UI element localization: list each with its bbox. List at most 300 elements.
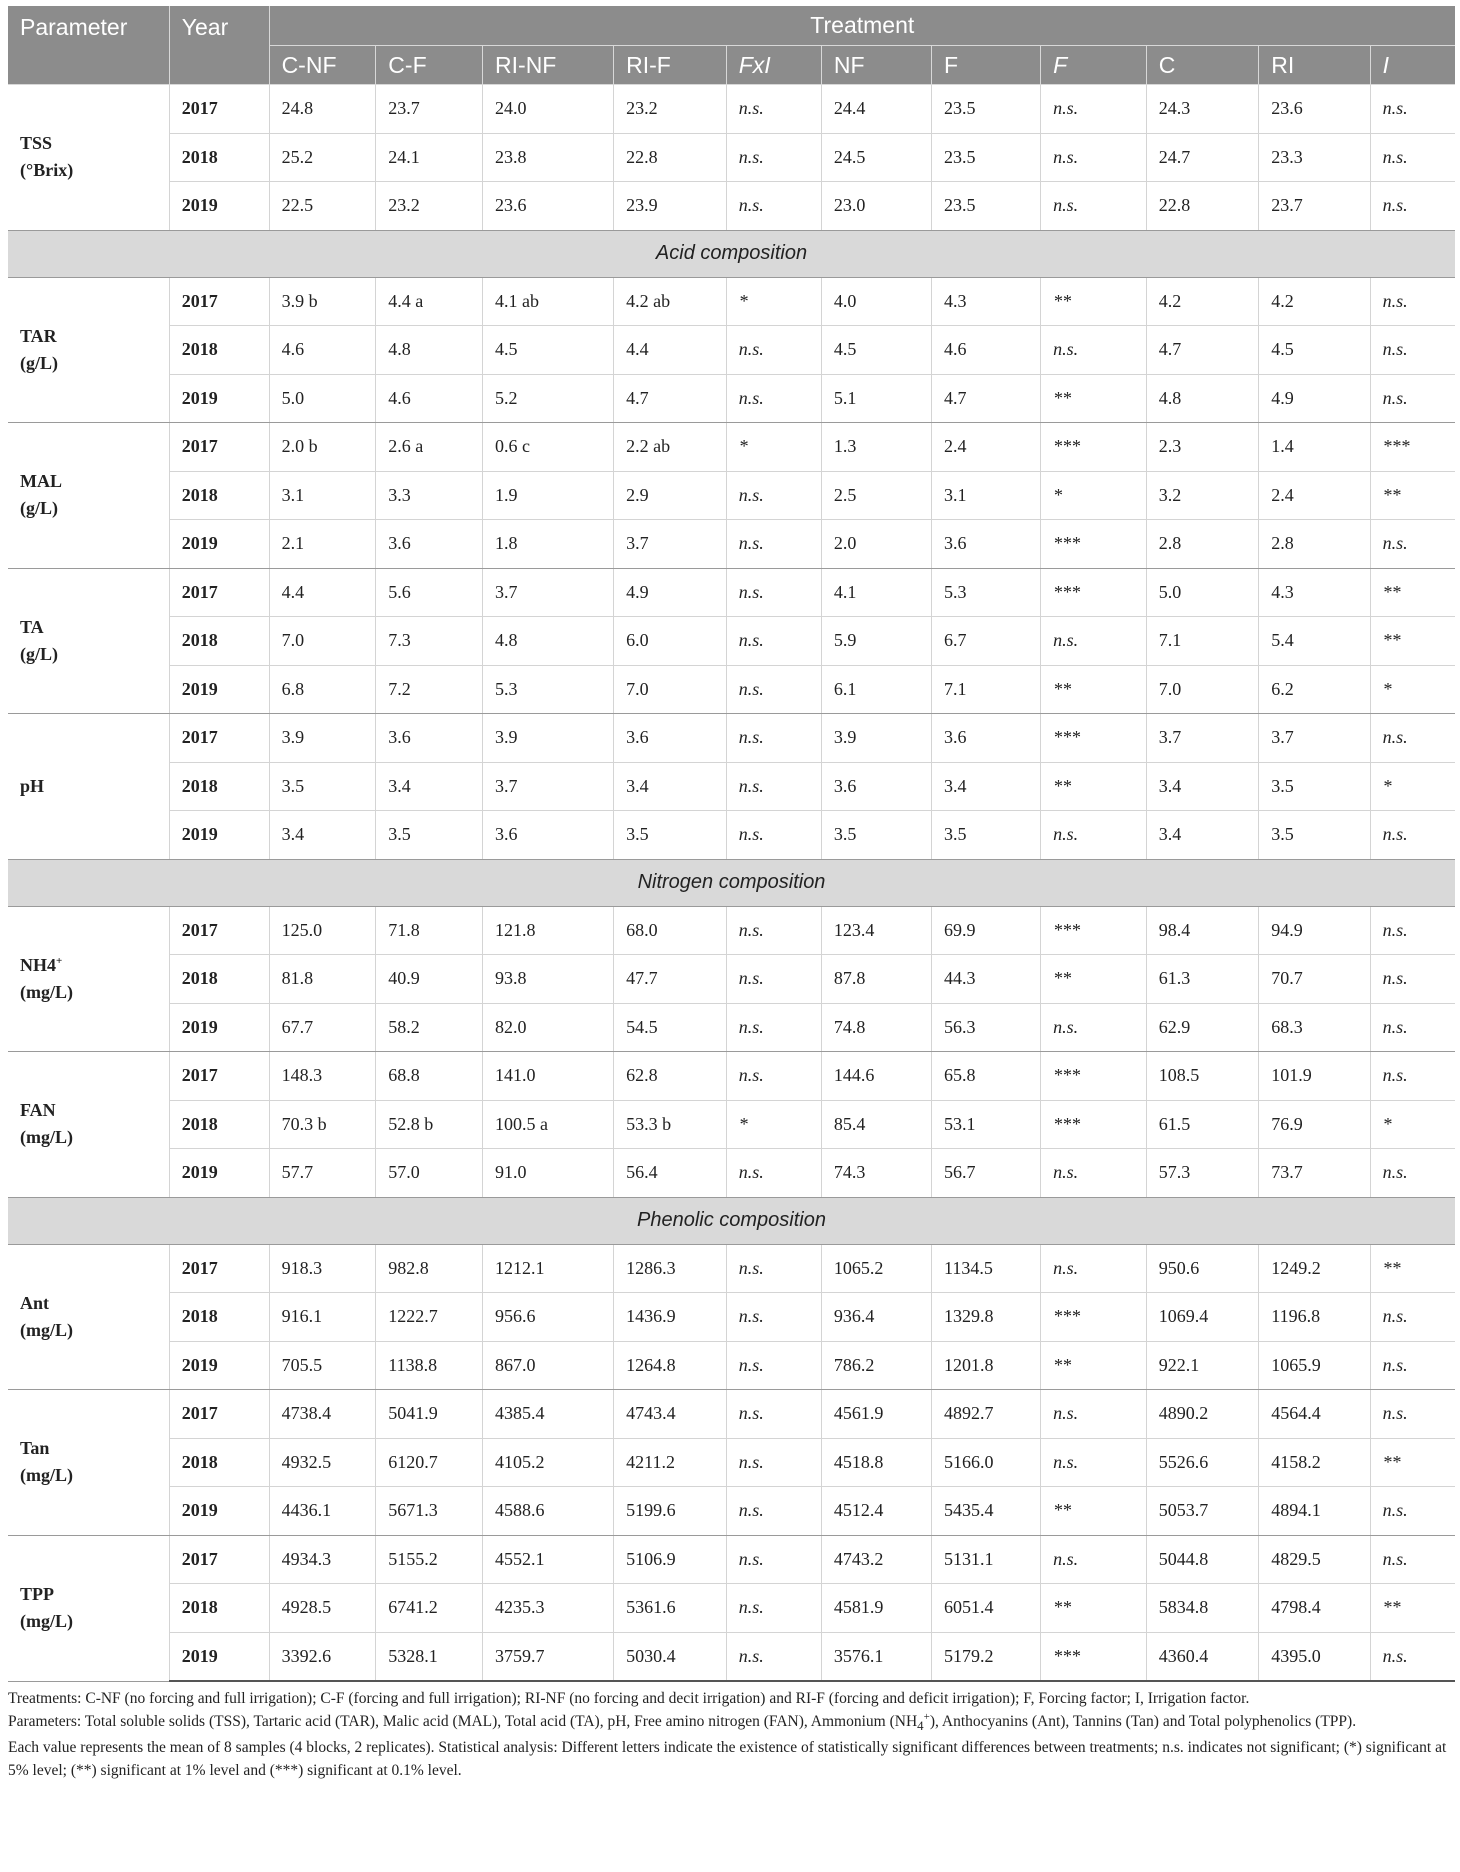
value-cell: 4211.2 [614,1438,727,1487]
table-row [8,374,1455,423]
value-cell: n.s. [1370,1052,1455,1101]
value-cell: 74.3 [821,1149,931,1198]
year-cell: 2017 [169,277,269,326]
value-cell: 23.2 [614,85,727,134]
value-cell: n.s. [1041,617,1147,666]
value-cell: 141.0 [483,1052,614,1101]
year-cell: 2017 [169,1244,269,1293]
value-cell: 982.8 [376,1244,483,1293]
value-cell: ** [1041,277,1147,326]
value-cell: 67.7 [269,1003,376,1052]
value-cell: 40.9 [376,955,483,1004]
value-cell: 3.7 [483,762,614,811]
parameter-cell [8,423,169,569]
value-cell: 2.8 [1146,520,1259,569]
value-cell: n.s. [726,374,821,423]
value-cell: n.s. [726,520,821,569]
parameter-unit: (mg/L) [20,981,73,1002]
value-cell: 68.0 [614,906,727,955]
value-cell: 950.6 [1146,1244,1259,1293]
value-cell: 3.4 [1146,811,1259,860]
value-cell: 23.2 [376,182,483,231]
year-cell: 2019 [169,1632,269,1681]
value-cell: 4552.1 [483,1535,614,1584]
value-cell: 5.6 [376,568,483,617]
parameter-name: TSS [20,133,53,154]
parameter-name: TA [20,616,44,637]
value-cell: 4.1 ab [483,277,614,326]
value-cell: *** [1370,423,1455,472]
value-cell: * [1370,665,1455,714]
value-cell: 3.4 [1146,762,1259,811]
value-cell: 918.3 [269,1244,376,1293]
value-cell: 56.3 [932,1003,1041,1052]
value-cell: 1196.8 [1259,1293,1370,1342]
value-cell: 24.7 [1146,133,1259,182]
col-header-ri-nf: RI-NF [483,46,614,85]
value-cell: 4581.9 [821,1584,931,1633]
value-cell: n.s. [726,471,821,520]
value-cell: 22.5 [269,182,376,231]
value-cell: 7.1 [932,665,1041,714]
year-cell: 2019 [169,182,269,231]
col-header-ri: RI [1259,46,1370,85]
value-cell: 2.6 a [376,423,483,472]
section-row [8,230,1455,277]
value-cell: 5155.2 [376,1535,483,1584]
value-cell: 22.8 [614,133,727,182]
value-cell: 5.0 [1146,568,1259,617]
value-cell: n.s. [1370,1535,1455,1584]
value-cell: 1065.9 [1259,1341,1370,1390]
value-cell: *** [1041,714,1147,763]
value-cell: n.s. [1041,1244,1147,1293]
value-cell: ** [1370,617,1455,666]
value-cell: 76.9 [1259,1100,1370,1149]
value-cell: 6.2 [1259,665,1370,714]
year-cell: 2017 [169,1052,269,1101]
value-cell: 25.2 [269,133,376,182]
parameter-name: Ant [20,1292,50,1313]
value-cell: *** [1041,568,1147,617]
value-cell: 22.8 [1146,182,1259,231]
value-cell: ** [1370,1438,1455,1487]
table-row [8,85,1455,134]
year-cell: 2019 [169,1149,269,1198]
parameter-unit: (mg/L) [20,1127,73,1148]
value-cell: 58.2 [376,1003,483,1052]
value-cell: 93.8 [483,955,614,1004]
year-cell: 2018 [169,762,269,811]
value-cell: 2.3 [1146,423,1259,472]
footnote-treatments: Treatments: C-NF (no forcing and full irrigation); C-F (forcing and full irrigation); RI-NF (no forcing and decit irrigation) and RI-F (forcing and deficit irrigation); F, Forcing factor; I, Irrigation factor. [8,1690,1250,1707]
value-cell: 5435.4 [932,1487,1041,1536]
parameter-cell [8,1244,169,1390]
year-cell: 2019 [169,1341,269,1390]
value-cell: 6.7 [932,617,1041,666]
parameter-cell [8,1390,169,1536]
value-cell: 4.7 [614,374,727,423]
value-cell: 5328.1 [376,1632,483,1681]
value-cell: 705.5 [269,1341,376,1390]
parameter-cell [8,906,169,1052]
value-cell: 4.3 [932,277,1041,326]
value-cell: 4360.4 [1146,1632,1259,1681]
year-cell: 2018 [169,133,269,182]
value-cell: 3.4 [932,762,1041,811]
value-cell: 4890.2 [1146,1390,1259,1439]
value-cell: 6.0 [614,617,727,666]
value-cell: 7.0 [1146,665,1259,714]
value-cell: 24.0 [483,85,614,134]
value-cell: 4.3 [1259,568,1370,617]
value-cell: 4.0 [821,277,931,326]
value-cell: 1436.9 [614,1293,727,1342]
value-cell: 4.8 [1146,374,1259,423]
value-cell: n.s. [726,617,821,666]
value-cell: 3.5 [1259,811,1370,860]
value-cell: 4.9 [614,568,727,617]
value-cell: 53.3 b [614,1100,727,1149]
value-cell: 23.5 [932,85,1041,134]
value-cell: 24.5 [821,133,931,182]
value-cell: ** [1370,1584,1455,1633]
year-cell: 2018 [169,1438,269,1487]
value-cell: 1134.5 [932,1244,1041,1293]
value-cell: 94.9 [1259,906,1370,955]
year-cell: 2018 [169,1100,269,1149]
value-cell: 3.4 [269,811,376,860]
value-cell: 1138.8 [376,1341,483,1390]
value-cell: *** [1041,1293,1147,1342]
value-cell: 5106.9 [614,1535,727,1584]
value-cell: 108.5 [1146,1052,1259,1101]
value-cell: n.s. [1370,326,1455,375]
value-cell: 4.5 [483,326,614,375]
value-cell: 85.4 [821,1100,931,1149]
parameter-name: pH [20,775,45,796]
value-cell: 5.3 [932,568,1041,617]
value-cell: 4105.2 [483,1438,614,1487]
value-cell: * [1041,471,1147,520]
table-row [8,568,1455,617]
value-cell: 3.1 [269,471,376,520]
table-row [8,1487,1455,1536]
table-row [8,1052,1455,1101]
value-cell: 24.8 [269,85,376,134]
value-cell: 5.9 [821,617,931,666]
value-cell: * [1370,762,1455,811]
table-row [8,1341,1455,1390]
parameter-name: MAL [20,471,62,492]
table-row [8,423,1455,472]
col-header-c-nf: C-NF [269,46,376,85]
value-cell: ** [1041,1584,1147,1633]
value-cell: 7.2 [376,665,483,714]
value-cell: 3.9 [483,714,614,763]
value-cell: 4743.4 [614,1390,727,1439]
value-cell: n.s. [726,1293,821,1342]
value-cell: n.s. [1370,1487,1455,1536]
value-cell: *** [1041,423,1147,472]
value-cell: 65.8 [932,1052,1041,1101]
table-row [8,277,1455,326]
value-cell: 4588.6 [483,1487,614,1536]
value-cell: 6.1 [821,665,931,714]
value-cell: n.s. [1370,1149,1455,1198]
value-cell: n.s. [1041,85,1147,134]
parameter-cell [8,1535,169,1681]
parameter-unit: (g/L) [20,352,58,373]
value-cell: *** [1041,1100,1147,1149]
value-cell: 4.4 a [376,277,483,326]
value-cell: ** [1041,1341,1147,1390]
value-cell: 4738.4 [269,1390,376,1439]
value-cell: 23.5 [932,182,1041,231]
value-cell: 5131.1 [932,1535,1041,1584]
col-header-c: C [1146,46,1259,85]
value-cell: n.s. [1041,811,1147,860]
value-cell: 3576.1 [821,1632,931,1681]
value-cell: 7.0 [269,617,376,666]
value-cell: 1069.4 [1146,1293,1259,1342]
section-row [8,859,1455,906]
value-cell: 23.7 [376,85,483,134]
value-cell: 4.7 [1146,326,1259,375]
value-cell: 2.1 [269,520,376,569]
year-cell: 2018 [169,471,269,520]
table-row [8,1100,1455,1149]
value-cell: n.s. [1041,182,1147,231]
value-cell: 62.9 [1146,1003,1259,1052]
value-cell: n.s. [726,714,821,763]
value-cell: 5179.2 [932,1632,1041,1681]
value-cell: 4.8 [483,617,614,666]
value-cell: 5671.3 [376,1487,483,1536]
value-cell: 3.5 [614,811,727,860]
value-cell: 121.8 [483,906,614,955]
results-table [8,6,1455,1682]
value-cell: 1201.8 [932,1341,1041,1390]
parameter-unit: (°Brix) [20,160,74,181]
value-cell: n.s. [726,326,821,375]
value-cell: 73.7 [1259,1149,1370,1198]
value-cell: 4518.8 [821,1438,931,1487]
value-cell: *** [1041,520,1147,569]
footnote-statistics: Each value represents the mean of 8 samples (4 blocks, 2 replicates). Statistical analysis: Different letters indicate the existence of statistically significant differences between treatments; n.s. indicates not significant; (*) significant at 5% level; (**) significant at 1% level and (***) significant at 0.1% level. [8,1739,1447,1779]
value-cell: 87.8 [821,955,931,1004]
table-row [8,182,1455,231]
value-cell: 4.2 [1259,277,1370,326]
value-cell: 3.5 [376,811,483,860]
value-cell: n.s. [726,85,821,134]
value-cell: 7.1 [1146,617,1259,666]
year-cell: 2017 [169,1535,269,1584]
col-header-c-f: C-F [376,46,483,85]
value-cell: 4.8 [376,326,483,375]
value-cell: 3.7 [614,520,727,569]
col-header-f: F [932,46,1041,85]
value-cell: n.s. [726,1244,821,1293]
value-cell: n.s. [726,133,821,182]
year-cell: 2017 [169,714,269,763]
value-cell: 1.8 [483,520,614,569]
value-cell: 23.9 [614,182,727,231]
value-cell: 70.3 b [269,1100,376,1149]
table-row [8,471,1455,520]
value-cell: 3.3 [376,471,483,520]
value-cell: 5.1 [821,374,931,423]
value-cell: 4564.4 [1259,1390,1370,1439]
value-cell: 922.1 [1146,1341,1259,1390]
value-cell: 916.1 [269,1293,376,1342]
value-cell: n.s. [1041,326,1147,375]
value-cell: 3.2 [1146,471,1259,520]
value-cell: n.s. [1041,133,1147,182]
value-cell: ** [1041,374,1147,423]
value-cell: n.s. [726,1584,821,1633]
value-cell: 867.0 [483,1341,614,1390]
value-cell: ** [1041,1487,1147,1536]
value-cell: 4743.2 [821,1535,931,1584]
value-cell: 4.5 [1259,326,1370,375]
value-cell: 5166.0 [932,1438,1041,1487]
value-cell: 47.7 [614,955,727,1004]
value-cell: 4928.5 [269,1584,376,1633]
value-cell: ** [1041,955,1147,1004]
value-cell: 2.9 [614,471,727,520]
value-cell: ** [1370,1244,1455,1293]
value-cell: n.s. [1370,811,1455,860]
value-cell: n.s. [726,1149,821,1198]
table-row [8,1535,1455,1584]
value-cell: n.s. [726,955,821,1004]
value-cell: 3.7 [1146,714,1259,763]
value-cell: ** [1041,762,1147,811]
parameter-unit: (g/L) [20,498,58,519]
parameter-name: FAN [20,1100,56,1121]
col-header-i-factor: I [1370,46,1455,85]
section-title: Acid composition [8,230,1455,277]
value-cell: n.s. [1370,1390,1455,1439]
value-cell: 4.6 [932,326,1041,375]
value-cell: 1286.3 [614,1244,727,1293]
value-cell: 1212.1 [483,1244,614,1293]
value-cell: 4.6 [269,326,376,375]
value-cell: 5044.8 [1146,1535,1259,1584]
value-cell: 56.4 [614,1149,727,1198]
value-cell: 2.5 [821,471,931,520]
year-cell: 2018 [169,1293,269,1342]
value-cell: 3.6 [483,811,614,860]
parameter-name-sup: + [56,954,63,967]
value-cell: 148.3 [269,1052,376,1101]
value-cell: 57.3 [1146,1149,1259,1198]
value-cell: * [726,1100,821,1149]
year-cell: 2017 [169,1390,269,1439]
value-cell: n.s. [726,568,821,617]
value-cell: 81.8 [269,955,376,1004]
value-cell: 1.3 [821,423,931,472]
value-cell: 3.5 [932,811,1041,860]
value-cell: 5053.7 [1146,1487,1259,1536]
table-row [8,1003,1455,1052]
year-cell: 2017 [169,85,269,134]
value-cell: 3.4 [376,762,483,811]
value-cell: 3.5 [1259,762,1370,811]
value-cell: 2.4 [932,423,1041,472]
value-cell: 1329.8 [932,1293,1041,1342]
value-cell: ** [1370,471,1455,520]
table-row [8,133,1455,182]
table-row [8,714,1455,763]
value-cell: 5.3 [483,665,614,714]
value-cell: 3.1 [932,471,1041,520]
value-cell: 4.7 [932,374,1041,423]
value-cell: n.s. [1370,1341,1455,1390]
value-cell: 6120.7 [376,1438,483,1487]
value-cell: n.s. [726,1438,821,1487]
value-cell: n.s. [1041,1438,1147,1487]
value-cell: 61.3 [1146,955,1259,1004]
value-cell: n.s. [1370,1632,1455,1681]
value-cell: n.s. [1041,1003,1147,1052]
value-cell: 3.7 [1259,714,1370,763]
value-cell: 4894.1 [1259,1487,1370,1536]
value-cell: 23.5 [932,133,1041,182]
value-cell: n.s. [726,1535,821,1584]
parameter-cell [8,85,169,231]
value-cell: 5041.9 [376,1390,483,1439]
value-cell: 4829.5 [1259,1535,1370,1584]
value-cell: 1264.8 [614,1341,727,1390]
value-cell: 23.6 [483,182,614,231]
value-cell: 4436.1 [269,1487,376,1536]
value-cell: n.s. [1370,955,1455,1004]
value-cell: 23.3 [1259,133,1370,182]
parameter-name: NH4 [20,954,56,975]
value-cell: 23.0 [821,182,931,231]
value-cell: 3.5 [821,811,931,860]
value-cell: 5.0 [269,374,376,423]
table-row [8,955,1455,1004]
value-cell: 4.4 [269,568,376,617]
value-cell: 5199.6 [614,1487,727,1536]
value-cell: n.s. [726,1052,821,1101]
value-cell: 5030.4 [614,1632,727,1681]
table-row [8,1584,1455,1633]
value-cell: 5834.8 [1146,1584,1259,1633]
value-cell: 62.8 [614,1052,727,1101]
value-cell: n.s. [726,182,821,231]
value-cell: 54.5 [614,1003,727,1052]
value-cell: 3.9 b [269,277,376,326]
value-cell: 52.8 b [376,1100,483,1149]
parameter-name: TPP [20,1584,54,1604]
header-year: Year [169,6,269,85]
value-cell: *** [1041,1632,1147,1681]
parameter-cell [8,277,169,423]
value-cell: n.s. [1370,85,1455,134]
value-cell: 1065.2 [821,1244,931,1293]
parameter-unit: (mg/L) [20,1465,73,1486]
year-cell: 2019 [169,1003,269,1052]
value-cell: 1.4 [1259,423,1370,472]
value-cell: 3.6 [376,714,483,763]
year-cell: 2019 [169,665,269,714]
year-cell: 2017 [169,568,269,617]
value-cell: 74.8 [821,1003,931,1052]
